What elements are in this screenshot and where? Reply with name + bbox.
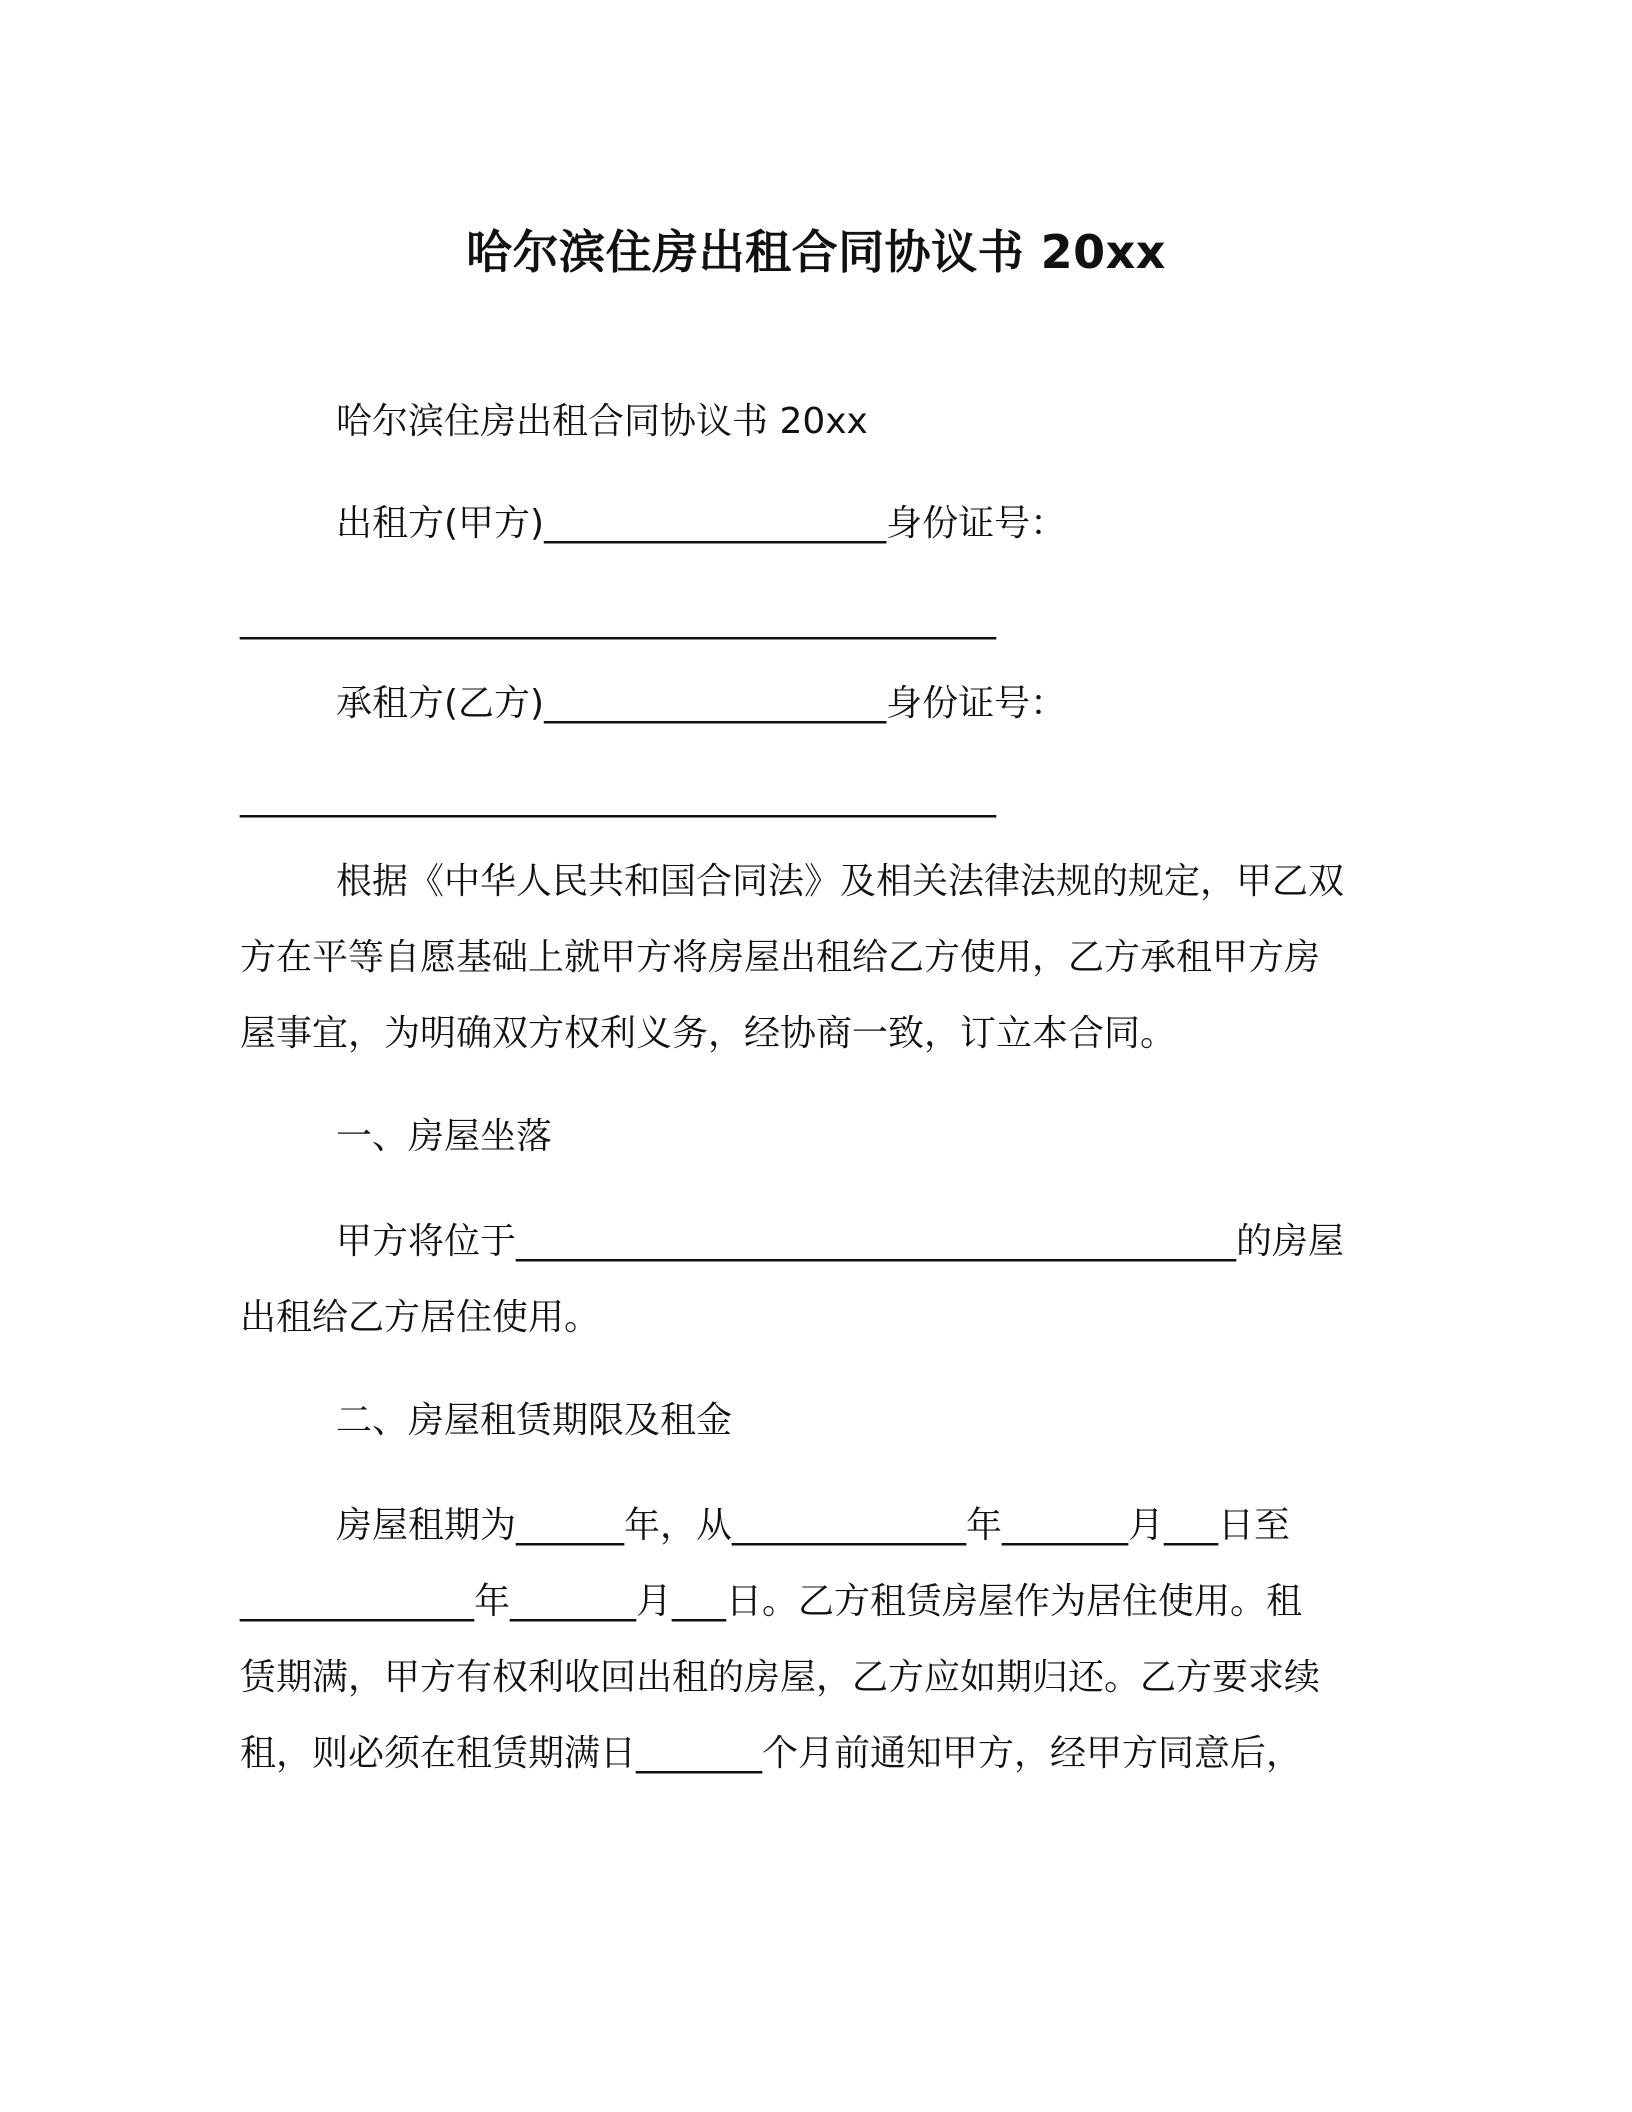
section-1-line-1: 甲方将位于________________________________________的房屋 xyxy=(336,1221,1345,1262)
lessor-line: 出租方(甲方)___________________身份证号： xyxy=(336,503,1067,544)
section-2-line-2: _____________年_______月___日。乙方租赁房屋作为居住使用。租 xyxy=(240,1581,1303,1622)
section-1-line-2: 出租给乙方居住使用。 xyxy=(240,1297,601,1338)
lessee-id-blank: __________________________________________ xyxy=(240,777,996,818)
preamble-line-1: 根据《中华人民共和国合同法》及相关法律法规的规定，甲乙双 xyxy=(336,861,1345,902)
section-2-line-4: 租，则必须在租赁期满日_______个月前通知甲方，经甲方同意后， xyxy=(240,1733,1303,1774)
subtitle-line: 哈尔滨住房出租合同协议书 20xx xyxy=(336,401,868,442)
preamble-line-2: 方在平等自愿基础上就甲方将房屋出租给乙方使用，乙方承租甲方房 xyxy=(240,937,1321,978)
section-2-heading: 二、房屋租赁期限及租金 xyxy=(336,1400,733,1441)
lessee-line: 承租方(乙方)___________________身份证号： xyxy=(336,683,1067,724)
document-title: 哈尔滨住房出租合同协议书 20xx xyxy=(466,225,1166,279)
preamble-line-3: 屋事宜，为明确双方权利义务，经协商一致，订立本合同。 xyxy=(240,1013,1177,1054)
section-1-heading: 一、房屋坐落 xyxy=(336,1116,553,1157)
section-2-line-3: 赁期满，甲方有权利收回出租的房屋，乙方应如期归还。乙方要求续 xyxy=(240,1657,1321,1698)
section-2-line-1: 房屋租期为______年，从_____________年_______月___日至 xyxy=(336,1505,1291,1546)
lessor-id-blank: __________________________________________ xyxy=(240,599,996,640)
